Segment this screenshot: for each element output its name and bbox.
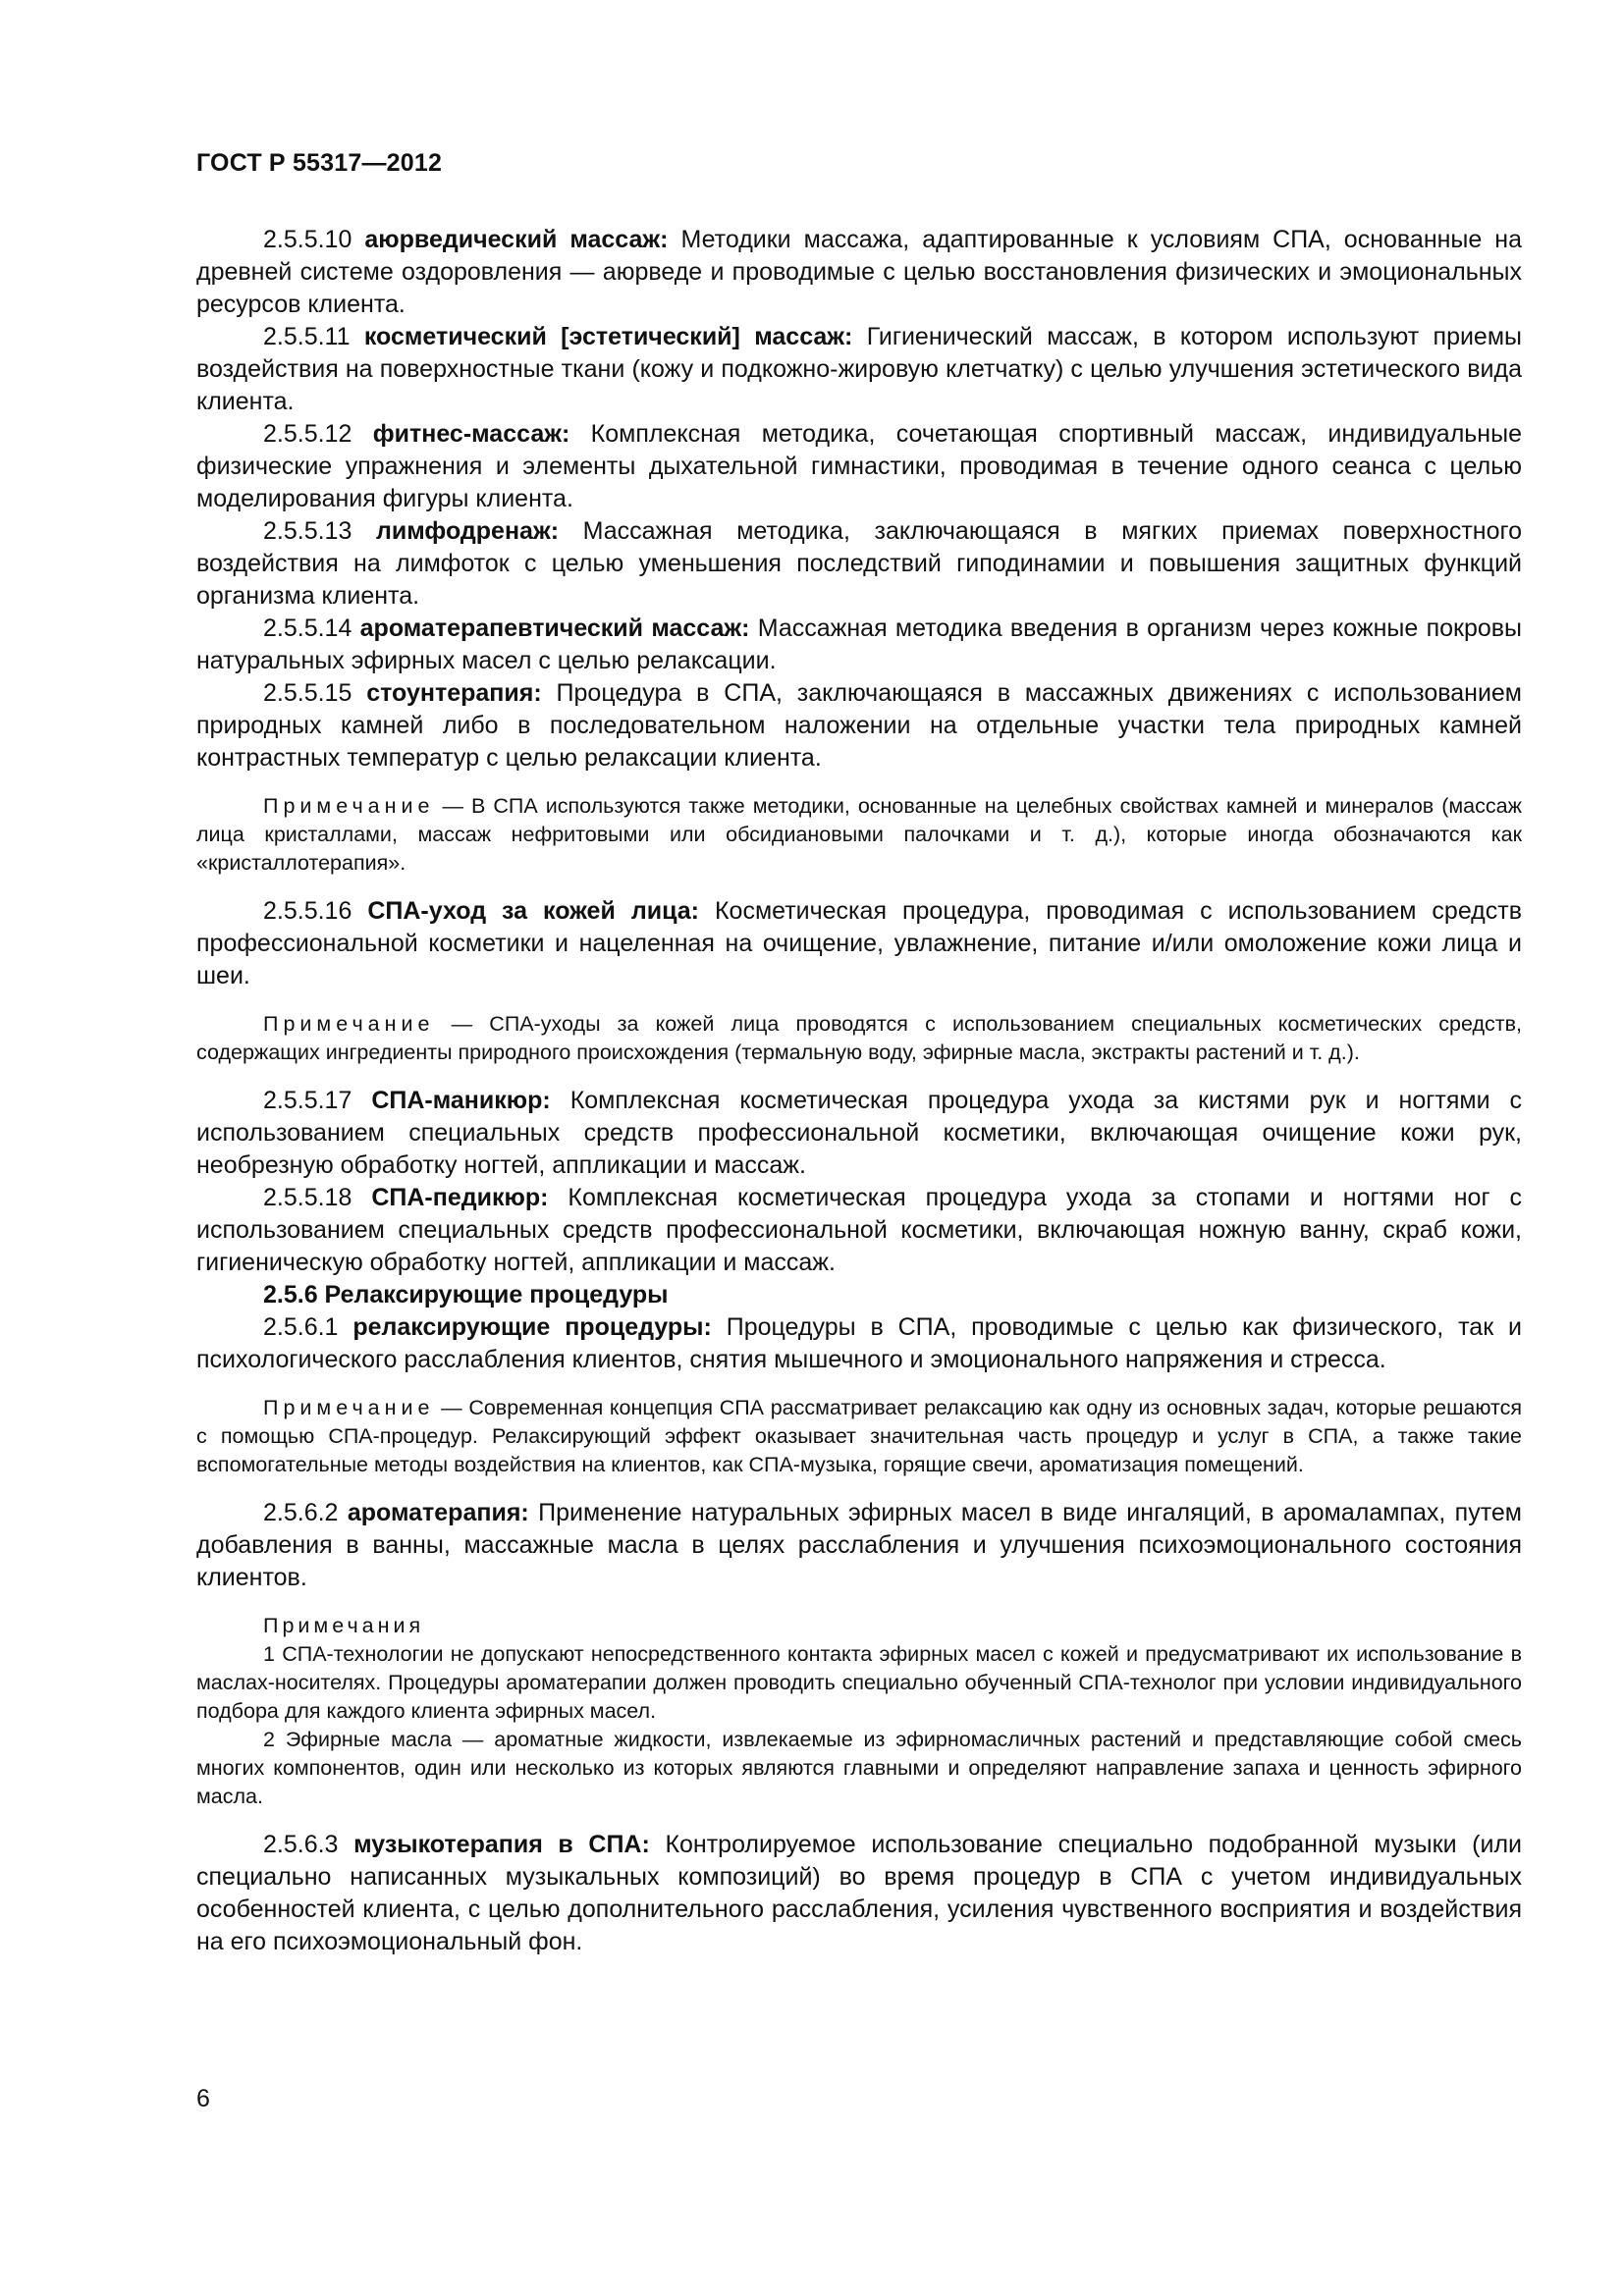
term-paragraph <box>196 418 1522 515</box>
note-label: Примечание <box>263 1396 435 1419</box>
note-item: 1 СПА-технологии не допускают непосредственного контакта эфирных масел с кожей и предусматривают их использование в маслах-носителях. Процедуры ароматерапии должен проводить специально обученный СПА-технолог при условии индивидуального подбора для каждого клиента эфирных масел. <box>196 1642 1522 1723</box>
term-definition: Применение натуральных эфирных масел в виде ингаляций, в аромалампах, путем добавления в ванны, массажные масла в целях расслабления и улучшения психоэмоционального состояния клиентов. <box>196 1499 1522 1591</box>
term-name: СПА-маникюр: <box>371 1087 551 1114</box>
term-paragraph <box>196 224 1522 321</box>
note-dash: — <box>451 1012 473 1036</box>
term-name: релаксирующие процедуры: <box>352 1313 712 1341</box>
term-number: 2.5.5.10 <box>263 226 352 253</box>
term-paragraph <box>196 1829 1522 1958</box>
note-text: СПА-уходы за кожей лица проводятся с использованием специальных косметических средств, содержащих ингредиенты природного происхождения (термальную воду, эфирные масла, экстракты растений и т. д.). <box>196 1012 1522 1064</box>
term-number: 2.5.6.1 <box>263 1313 339 1341</box>
term-name: СПА-уход за кожей лица: <box>367 897 699 925</box>
note-text: Современная концепция СПА рассматривает релаксацию как одну из основных задач, которые решаются с помощью СПА-процедур. Релаксирующий эффект оказывает значительная часть процедур и услуг в СПА, а также такие вспомогательные методы воздействия на клиентов, как СПА-музыка, горящие свечи, ароматизация помещений. <box>196 1396 1522 1476</box>
term-definition: Гигиенический массаж, в котором используют приемы воздействия на поверхностные ткани (кожу и подкожно-жировую клетчатку) с целью улучшения эстетического вида клиента. <box>196 323 1522 415</box>
term-paragraph <box>196 321 1522 418</box>
term-name: аюрведический массаж: <box>364 226 669 253</box>
note-dash: — <box>442 794 463 818</box>
term-name: ароматерапевтический массаж: <box>359 614 750 642</box>
term-number: 2.5.6.3 <box>263 1831 339 1858</box>
document-page <box>196 0 1522 2296</box>
term-name: лимфодренаж: <box>376 517 560 545</box>
term-name: косметический [эстетический] массаж: <box>363 323 853 350</box>
term-number: 2.5.6.2 <box>263 1499 339 1526</box>
notes-title: Примечания <box>263 1614 425 1637</box>
note-dash: — <box>441 1396 462 1419</box>
note <box>196 1394 1522 1479</box>
term-name: фитнес-массаж: <box>372 420 570 448</box>
term-definition: Косметическая процедура, проводимая с использованием средств профессиональной косметики и нацеленная на очищение, увлажнение, питание и/или омоложение кожи лица и шеи. <box>196 897 1523 989</box>
term-paragraph <box>196 515 1522 613</box>
term-definition: Процедуры в СПА, проводимые с целью как физического, так и психологического расслабления клиентов, снятия мышечного и эмоционального напряжения и стресса. <box>196 1313 1522 1373</box>
note-text: В СПА используются также методики, основанные на целебных свойствах камней и минералов (массаж лица кристаллами, массаж нефритовыми или обсидиановыми палочками и т. д.), которые иногда обозначаются как «кристаллотерапия». <box>196 794 1522 875</box>
note-label: Примечание <box>263 794 435 818</box>
document-body <box>196 224 1522 1958</box>
term-number: 2.5.5.12 <box>263 420 352 448</box>
term-definition: Комплексная косметическая процедура ухода за кистями рук и ногтями с использованием специальных средств профессиональной косметики, включающая очищение кожи рук, необрезную обработку ногтей, аппликации и массаж. <box>196 1087 1522 1179</box>
term-name: ароматерапия: <box>347 1499 529 1526</box>
term-paragraph <box>196 1497 1522 1594</box>
term-paragraph <box>196 895 1522 992</box>
term-definition: Комплексная косметическая процедура ухода за стопами и ногтями ног с использованием специальных средств профессиональной косметики, включающая ножную ванну, скраб кожи, гигиеническую обработку ногтей, аппликации и массаж. <box>196 1184 1523 1276</box>
page-number: 6 <box>196 2085 210 2112</box>
term-number: 2.5.5.18 <box>263 1184 352 1211</box>
term-paragraph <box>196 1085 1522 1182</box>
notes-block <box>196 1612 1522 1811</box>
term-number: 2.5.5.13 <box>263 517 352 545</box>
term-name: музыкотерапия в СПА: <box>353 1831 650 1858</box>
term-definition: Контролируемое использование специально подобранной музыки (или специально написанных музыкальных композиций) во время процедур в СПА с учетом индивидуальных особенностей клиента, с целью дополнительного расслабления, усиления чувственного восприятия и воздействия на его психоэмоциональный фон. <box>196 1831 1523 1955</box>
document-header: ГОСТ Р 55317—2012 <box>196 149 443 177</box>
term-paragraph <box>196 613 1522 677</box>
term-definition: Массажная методика введения в организм через кожные покровы натуральных эфирных масел с целью релаксации. <box>196 614 1523 674</box>
note-label: Примечание <box>263 1012 435 1036</box>
term-number: 2.5.5.11 <box>263 323 351 350</box>
term-definition: Методики массажа, адаптированные к условиям СПА, основанные на древней системе оздоровления — аюрведе и проводимые с целью восстановления физических и эмоциональных ресурсов клиента. <box>196 226 1523 318</box>
term-paragraph <box>196 677 1522 774</box>
term-number: 2.5.5.14 <box>263 614 352 642</box>
note-item: 2 Эфирные масла — ароматные жидкости, извлекаемые из эфирномасличных растений и представляющие собой смесь многих компонентов, один или несколько из которых являются главными и определяют направление запаха и ценность эфирного масла. <box>196 1728 1522 1808</box>
term-name: СПА-педикюр: <box>371 1184 549 1211</box>
term-number: 2.5.5.16 <box>263 897 352 925</box>
term-definition: Комплексная методика, сочетающая спортивный массаж, индивидуальные физические упражнения и элементы дыхательной гимнастики, проводимая в течение одного сеанса с целью моделирования фигуры клиента. <box>196 420 1522 512</box>
term-paragraph <box>196 1182 1522 1279</box>
term-definition: Массажная методика, заключающаяся в мягких приемах поверхностного воздействия на лимфоток с целью уменьшения последствий гиподинамии и повышения защитных функций организма клиента. <box>196 517 1522 610</box>
term-name: стоунтерапия: <box>366 679 542 707</box>
term-number: 2.5.5.15 <box>263 679 352 707</box>
section-heading: 2.5.6 Релаксирующие процедуры <box>263 1281 669 1308</box>
term-paragraph <box>196 1311 1522 1376</box>
term-number: 2.5.5.17 <box>263 1087 352 1114</box>
note <box>196 792 1522 878</box>
term-definition: Процедура в СПА, заключающаяся в массажных движениях с использованием природных камней либо в последовательном наложении на отдельные участки тела природных камней контрастных температур с целью релаксации клиента. <box>196 679 1522 772</box>
note <box>196 1010 1522 1067</box>
